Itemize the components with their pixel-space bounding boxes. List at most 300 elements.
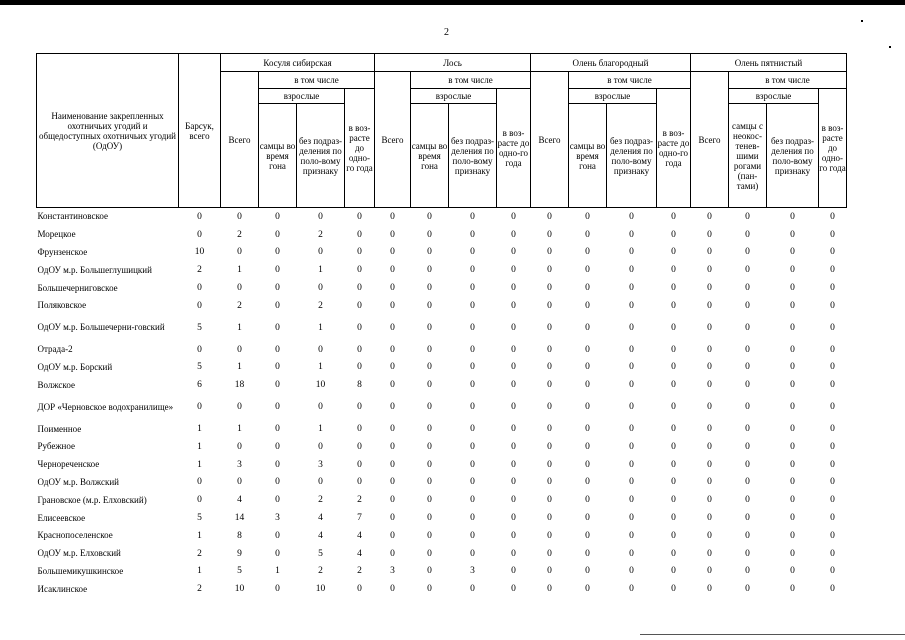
species-header-roe-deer: Косуля сибирская — [221, 54, 375, 72]
count-cell: 4 — [237, 495, 242, 506]
table-row — [37, 226, 847, 244]
count-cell: 5 — [197, 322, 202, 333]
count-cell: 0 — [585, 513, 590, 524]
count-cell: 0 — [790, 548, 795, 559]
species-header-elk: Лось — [375, 54, 531, 72]
count-cell: 0 — [390, 477, 395, 488]
count-cell: 2 — [357, 566, 362, 577]
hunting-ground-name: ОдОУ м.р. Борский — [37, 361, 113, 372]
count-cell: 0 — [830, 584, 835, 595]
count-cell: 0 — [470, 402, 475, 413]
count-cell: 0 — [197, 477, 202, 488]
table-row — [37, 474, 847, 492]
count-cell: 0 — [511, 566, 516, 577]
count-cell: 0 — [629, 344, 634, 355]
count-cell: 0 — [790, 566, 795, 577]
count-cell: 0 — [390, 265, 395, 276]
count-cell: 0 — [357, 344, 362, 355]
count-cell: 2 — [197, 584, 202, 595]
count-cell: 0 — [511, 459, 516, 470]
count-cell: 0 — [585, 441, 590, 452]
count-cell: 0 — [671, 344, 676, 355]
count-cell: 0 — [427, 477, 432, 488]
table-row — [37, 244, 847, 262]
count-cell: 0 — [547, 300, 552, 311]
count-cell: 0 — [357, 322, 362, 333]
count-cell: 0 — [707, 229, 712, 240]
count-cell: 0 — [790, 300, 795, 311]
hunting-ground-name: Большечерниговское — [37, 282, 118, 293]
count-cell: 0 — [745, 584, 750, 595]
count-cell: 1 — [237, 265, 242, 276]
count-cell: 0 — [790, 265, 795, 276]
count-cell: 0 — [470, 459, 475, 470]
count-cell: 0 — [357, 247, 362, 258]
count-cell: 0 — [671, 402, 676, 413]
count-cell: 0 — [427, 380, 432, 391]
count-cell: 0 — [629, 548, 634, 559]
count-cell: 0 — [629, 322, 634, 333]
count-cell: 0 — [197, 229, 202, 240]
count-cell: 0 — [275, 211, 280, 222]
count-cell: 0 — [547, 247, 552, 258]
count-cell: 0 — [671, 229, 676, 240]
males-header: самцы во время гона — [259, 104, 297, 208]
count-cell: 2 — [237, 229, 242, 240]
count-cell: 0 — [547, 424, 552, 435]
count-cell: 0 — [585, 380, 590, 391]
count-cell: 0 — [470, 513, 475, 524]
count-cell: 0 — [745, 362, 750, 373]
count-cell: 0 — [511, 362, 516, 373]
including-header: в том числе — [569, 72, 691, 89]
count-cell: 0 — [671, 477, 676, 488]
count-cell: 0 — [275, 477, 280, 488]
count-cell: 0 — [390, 229, 395, 240]
count-cell: 0 — [830, 402, 835, 413]
count-cell: 0 — [671, 211, 676, 222]
count-cell: 8 — [357, 380, 362, 391]
count-cell: 0 — [357, 477, 362, 488]
hunting-ground-name: ОдОУ м.р. Большечерни-говский — [37, 322, 165, 333]
count-cell: 0 — [390, 380, 395, 391]
count-cell: 0 — [275, 548, 280, 559]
count-cell: 0 — [390, 362, 395, 373]
count-cell: 0 — [629, 584, 634, 595]
hunting-ground-name: Исаклинское — [37, 583, 88, 594]
count-cell: 0 — [830, 513, 835, 524]
count-cell: 0 — [790, 362, 795, 373]
count-cell: 0 — [275, 265, 280, 276]
count-cell: 0 — [790, 477, 795, 488]
count-cell: 0 — [629, 530, 634, 541]
count-cell: 0 — [585, 566, 590, 577]
count-cell: 0 — [830, 300, 835, 311]
young-header: в воз-расте до одно-го года — [657, 89, 691, 208]
count-cell: 0 — [547, 513, 552, 524]
count-cell: 0 — [390, 211, 395, 222]
count-cell: 0 — [318, 441, 323, 452]
count-cell: 0 — [357, 459, 362, 470]
count-cell: 0 — [427, 513, 432, 524]
count-cell: 0 — [830, 477, 835, 488]
count-cell: 0 — [511, 229, 516, 240]
count-cell: 0 — [707, 459, 712, 470]
name-column-header: Наименование закрепленных охотничьих угодий и общедоступных охотничьих угодий (ОдОУ) — [37, 54, 179, 208]
count-cell: 0 — [390, 283, 395, 294]
count-cell: 0 — [830, 322, 835, 333]
count-cell: 0 — [275, 424, 280, 435]
count-cell: 0 — [357, 584, 362, 595]
table-row — [37, 420, 847, 438]
count-cell: 0 — [745, 211, 750, 222]
hunting-ground-name: Поляковское — [37, 300, 87, 311]
total-header: Всего — [375, 72, 411, 208]
table-row — [37, 297, 847, 315]
count-cell: 0 — [357, 441, 362, 452]
count-cell: 0 — [470, 424, 475, 435]
table-row — [37, 563, 847, 581]
males-header: самцы во время гона — [569, 104, 607, 208]
count-cell: 0 — [511, 584, 516, 595]
count-cell: 0 — [470, 322, 475, 333]
count-cell: 6 — [197, 380, 202, 391]
count-cell: 0 — [830, 229, 835, 240]
count-cell: 0 — [318, 247, 323, 258]
count-cell: 0 — [707, 477, 712, 488]
hunting-ground-name: Чернореченское — [37, 459, 100, 470]
count-cell: 0 — [390, 513, 395, 524]
count-cell: 0 — [629, 402, 634, 413]
table-row — [37, 376, 847, 394]
count-cell: 10 — [315, 380, 326, 391]
count-cell: 0 — [197, 402, 202, 413]
count-cell: 0 — [745, 495, 750, 506]
count-cell: 0 — [275, 247, 280, 258]
hunting-ground-name: Отрада-2 — [37, 344, 73, 355]
count-cell: 0 — [237, 283, 242, 294]
count-cell: 0 — [671, 300, 676, 311]
count-cell: 0 — [470, 477, 475, 488]
count-cell: 0 — [427, 495, 432, 506]
count-cell: 0 — [707, 344, 712, 355]
count-cell: 0 — [357, 300, 362, 311]
count-cell: 0 — [390, 322, 395, 333]
count-cell: 4 — [357, 548, 362, 559]
count-cell: 0 — [745, 441, 750, 452]
count-cell: 0 — [585, 229, 590, 240]
count-cell: 0 — [357, 211, 362, 222]
table-row — [37, 341, 847, 359]
count-cell: 0 — [629, 380, 634, 391]
count-cell: 0 — [511, 211, 516, 222]
count-cell: 2 — [318, 566, 323, 577]
count-cell: 0 — [547, 322, 552, 333]
count-cell: 0 — [745, 247, 750, 258]
count-cell: 0 — [547, 459, 552, 470]
count-cell: 0 — [671, 530, 676, 541]
count-cell: 0 — [275, 459, 280, 470]
count-cell: 0 — [585, 362, 590, 373]
hunting-ground-name: Морецкое — [37, 229, 76, 240]
count-cell: 0 — [427, 265, 432, 276]
count-cell: 0 — [390, 584, 395, 595]
count-cell: 0 — [671, 584, 676, 595]
count-cell: 0 — [470, 441, 475, 452]
count-cell: 0 — [427, 402, 432, 413]
count-cell: 0 — [547, 211, 552, 222]
count-cell: 0 — [629, 247, 634, 258]
count-cell: 0 — [830, 265, 835, 276]
no-sex-division-header: без подраз-деления по поло-вому признаку — [297, 104, 345, 208]
count-cell: 14 — [234, 513, 245, 524]
count-cell: 0 — [830, 459, 835, 470]
count-cell: 0 — [790, 402, 795, 413]
count-cell: 0 — [318, 402, 323, 413]
including-header: в том числе — [411, 72, 531, 89]
count-cell: 0 — [629, 265, 634, 276]
hunting-ground-name: Большемикушкинское — [37, 565, 124, 576]
count-cell: 0 — [745, 459, 750, 470]
count-cell: 5 — [197, 513, 202, 524]
count-cell: 0 — [470, 548, 475, 559]
count-cell: 0 — [671, 265, 676, 276]
count-cell: 0 — [511, 513, 516, 524]
hunting-ground-name: ОдОУ м.р. Большеглушицкий — [37, 264, 152, 275]
count-cell: 0 — [427, 548, 432, 559]
count-cell: 0 — [470, 362, 475, 373]
count-cell: 0 — [511, 477, 516, 488]
count-cell: 0 — [745, 424, 750, 435]
count-cell: 0 — [511, 344, 516, 355]
count-cell: 0 — [585, 424, 590, 435]
count-cell: 0 — [275, 495, 280, 506]
count-cell: 0 — [790, 380, 795, 391]
count-cell: 0 — [585, 584, 590, 595]
count-cell: 0 — [790, 229, 795, 240]
count-cell: 0 — [790, 424, 795, 435]
count-cell: 0 — [547, 495, 552, 506]
count-cell: 0 — [671, 247, 676, 258]
count-cell: 0 — [629, 566, 634, 577]
count-cell: 0 — [197, 344, 202, 355]
count-cell: 0 — [745, 530, 750, 541]
count-cell: 0 — [357, 402, 362, 413]
count-cell: 0 — [707, 441, 712, 452]
count-cell: 10 — [315, 584, 326, 595]
table-header — [37, 54, 847, 208]
count-cell: 3 — [275, 513, 280, 524]
count-cell: 5 — [197, 362, 202, 373]
count-cell: 1 — [237, 424, 242, 435]
count-cell: 0 — [427, 566, 432, 577]
count-cell: 0 — [357, 229, 362, 240]
count-cell: 0 — [745, 380, 750, 391]
count-cell: 0 — [790, 344, 795, 355]
count-cell: 0 — [830, 424, 835, 435]
table-row — [37, 261, 847, 279]
count-cell: 0 — [707, 283, 712, 294]
total-header: Всего — [531, 72, 569, 208]
count-cell: 0 — [830, 495, 835, 506]
table-row — [37, 491, 847, 509]
count-cell: 0 — [830, 362, 835, 373]
count-cell: 0 — [427, 530, 432, 541]
count-cell: 0 — [629, 477, 634, 488]
count-cell: 0 — [470, 229, 475, 240]
count-cell: 0 — [830, 211, 835, 222]
hunting-ground-name: Поименное — [37, 423, 82, 434]
count-cell: 0 — [830, 441, 835, 452]
count-cell: 4 — [318, 530, 323, 541]
count-cell: 1 — [275, 566, 280, 577]
count-cell: 0 — [830, 380, 835, 391]
count-cell: 0 — [745, 477, 750, 488]
count-cell: 0 — [790, 211, 795, 222]
count-cell: 0 — [585, 344, 590, 355]
adults-header: взрослые — [259, 89, 345, 104]
count-cell: 0 — [707, 566, 712, 577]
count-cell: 1 — [197, 441, 202, 452]
count-cell: 0 — [390, 530, 395, 541]
count-cell: 2 — [318, 495, 323, 506]
no-sex-division-header: без подраз-деления по поло-вому признаку — [449, 104, 497, 208]
count-cell: 0 — [547, 283, 552, 294]
count-cell: 0 — [585, 530, 590, 541]
table-row — [37, 279, 847, 297]
count-cell: 0 — [745, 344, 750, 355]
count-cell: 0 — [547, 402, 552, 413]
count-cell: 0 — [427, 283, 432, 294]
count-cell: 0 — [830, 344, 835, 355]
count-cell: 0 — [790, 441, 795, 452]
count-cell: 0 — [629, 300, 634, 311]
count-cell: 0 — [427, 441, 432, 452]
count-cell: 0 — [707, 362, 712, 373]
count-cell: 0 — [427, 229, 432, 240]
count-cell: 0 — [629, 362, 634, 373]
count-cell: 0 — [707, 424, 712, 435]
count-cell: 0 — [671, 459, 676, 470]
hunting-ground-name: Константиновское — [37, 211, 108, 222]
count-cell: 0 — [790, 584, 795, 595]
count-cell: 2 — [237, 300, 242, 311]
count-cell: 7 — [357, 513, 362, 524]
count-cell: 0 — [470, 530, 475, 541]
count-cell: 0 — [830, 530, 835, 541]
count-cell: 0 — [585, 211, 590, 222]
adults-header: взрослые — [569, 89, 657, 104]
count-cell: 0 — [511, 265, 516, 276]
count-cell: 0 — [275, 300, 280, 311]
count-cell: 0 — [745, 229, 750, 240]
count-cell: 0 — [707, 548, 712, 559]
count-cell: 3 — [470, 566, 475, 577]
count-cell: 0 — [671, 283, 676, 294]
count-cell: 1 — [318, 424, 323, 435]
count-cell: 0 — [585, 265, 590, 276]
count-cell: 0 — [511, 495, 516, 506]
count-cell: 10 — [234, 584, 245, 595]
count-cell: 0 — [547, 441, 552, 452]
hunting-ground-name: Рубежное — [37, 441, 75, 452]
count-cell: 2 — [357, 495, 362, 506]
count-cell: 0 — [470, 495, 475, 506]
count-cell: 0 — [707, 584, 712, 595]
count-cell: 5 — [237, 566, 242, 577]
count-cell: 1 — [318, 265, 323, 276]
young-header: в воз-расте до одно-го года — [819, 89, 847, 208]
table-row — [37, 580, 847, 598]
count-cell: 0 — [470, 283, 475, 294]
no-sex-division-header: без подраз-деления по поло-вому признаку — [767, 104, 819, 208]
count-cell: 0 — [318, 283, 323, 294]
count-cell: 1 — [318, 322, 323, 333]
count-cell: 1 — [237, 322, 242, 333]
count-cell: 0 — [511, 441, 516, 452]
count-cell: 0 — [318, 477, 323, 488]
count-cell: 0 — [470, 211, 475, 222]
count-cell: 4 — [318, 513, 323, 524]
count-cell: 0 — [427, 300, 432, 311]
count-cell: 0 — [470, 584, 475, 595]
hunting-stats-table — [36, 53, 847, 598]
table-row — [37, 315, 847, 341]
count-cell: 0 — [511, 380, 516, 391]
males-header: самцы во время гона — [411, 104, 449, 208]
including-header: в том числе — [259, 72, 375, 89]
count-cell: 0 — [511, 548, 516, 559]
count-cell: 0 — [629, 211, 634, 222]
count-cell: 0 — [427, 344, 432, 355]
count-cell: 0 — [547, 229, 552, 240]
count-cell: 0 — [671, 548, 676, 559]
count-cell: 0 — [390, 300, 395, 311]
count-cell: 0 — [707, 300, 712, 311]
count-cell: 0 — [629, 229, 634, 240]
count-cell: 0 — [585, 548, 590, 559]
count-cell: 0 — [790, 322, 795, 333]
hunting-ground-name: Краснопоселенское — [37, 530, 113, 541]
count-cell: 0 — [671, 566, 676, 577]
count-cell: 1 — [318, 362, 323, 373]
count-cell: 0 — [275, 362, 280, 373]
count-cell: 0 — [237, 247, 242, 258]
count-cell: 3 — [390, 566, 395, 577]
count-cell: 0 — [671, 424, 676, 435]
count-cell: 0 — [427, 424, 432, 435]
count-cell: 0 — [318, 344, 323, 355]
scan-speck — [889, 46, 891, 48]
count-cell: 0 — [390, 344, 395, 355]
table-row — [37, 456, 847, 474]
hunting-ground-name: ОдОУ м.р. Волжский — [37, 476, 119, 487]
count-cell: 0 — [470, 380, 475, 391]
count-cell: 0 — [275, 530, 280, 541]
count-cell: 0 — [629, 495, 634, 506]
count-cell: 18 — [234, 380, 245, 391]
count-cell: 0 — [275, 380, 280, 391]
count-cell: 0 — [585, 495, 590, 506]
count-cell: 0 — [585, 477, 590, 488]
count-cell: 1 — [197, 424, 202, 435]
count-cell: 0 — [830, 548, 835, 559]
table-row — [37, 438, 847, 456]
count-cell: 0 — [237, 344, 242, 355]
species-header-sika-deer: Олень пятнистый — [691, 54, 847, 72]
count-cell: 0 — [427, 459, 432, 470]
count-cell: 0 — [547, 344, 552, 355]
